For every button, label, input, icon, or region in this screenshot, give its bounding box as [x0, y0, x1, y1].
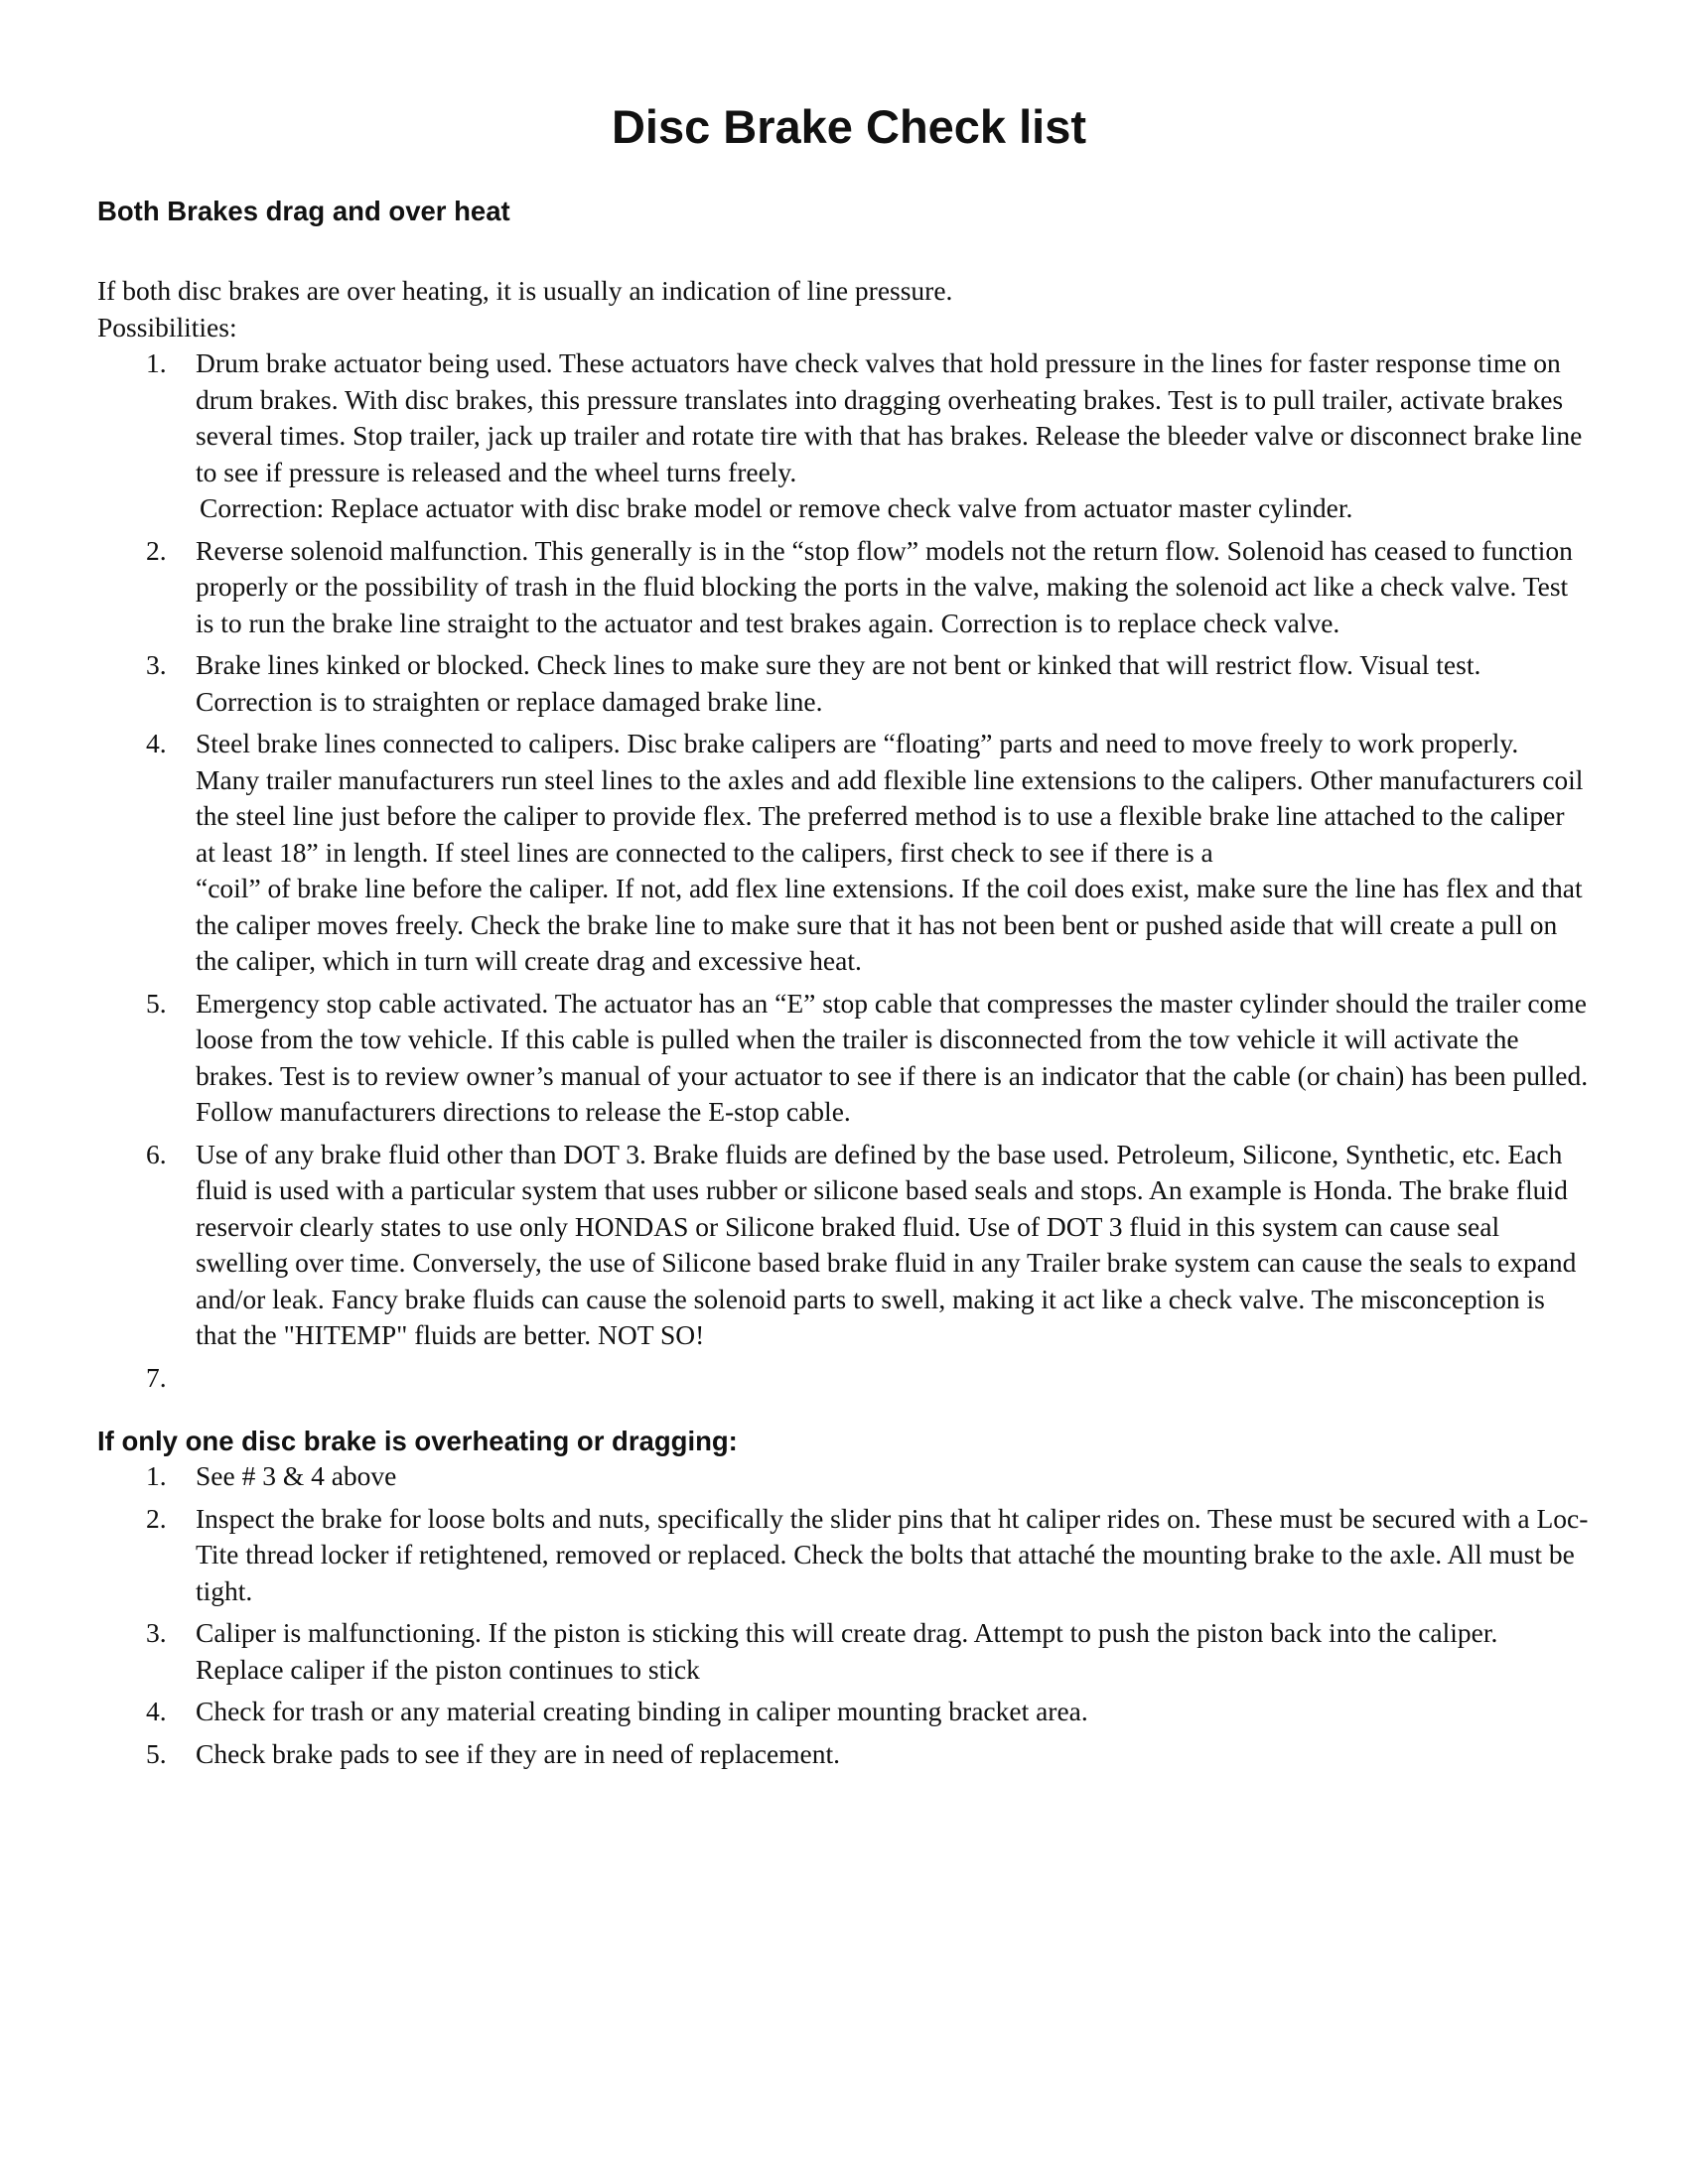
- list-item-number: 2.: [146, 1502, 167, 1534]
- list-item: [97, 345, 1589, 527]
- list-item-number: 5.: [146, 1737, 167, 1769]
- list-item-number: 1.: [146, 347, 167, 378]
- correction-text: Correction: Replace actuator with disc brake model or remove check valve from actuator master cylinder.: [200, 492, 1353, 523]
- list-item-continuation: “coil” of brake line before the caliper. If not, add flex line extensions. If the coil does exist, make sure the line has flex and that the caliper moves freely. Check the brake line to make sure that it has not been bent or pushed aside that will create a pull on the caliper, which in turn will create drag and excessive heat.: [196, 873, 1583, 976]
- list-item: [97, 986, 1589, 1131]
- section-heading-one-brake: If only one disc brake is overheating or dragging:: [97, 1426, 738, 1456]
- list-item: [97, 1615, 1589, 1688]
- possibilities-label: Possibilities:: [97, 311, 237, 342]
- section-heading-both-brakes: Both Brakes drag and over heat: [97, 196, 510, 226]
- list-item-number: 7.: [146, 1361, 167, 1393]
- list-item-number: 6.: [146, 1138, 167, 1169]
- list-item: [97, 1694, 1589, 1730]
- list-item-text: Drum brake actuator being used. These actuators have check valves that hold pressure in the lines for faster response time on drum brakes. With disc brakes, this pressure translates into dragging overheating brakes. Test is to pull trailer, activate brakes several times. Stop trailer, jack up trailer and rotate tire with that has brakes. Release the bleeder valve or disconnect brake line to see if pressure is released and the wheel turns freely.: [196, 347, 1583, 487]
- both-brakes-list: [97, 345, 1589, 1396]
- document-title: Disc Brake Check list: [611, 100, 1087, 153]
- list-item: [97, 1736, 1589, 1773]
- list-item: [97, 1137, 1589, 1354]
- list-item-text: Inspect the brake for loose bolts and nuts, specifically the slider pins that ht caliper rides on. These must be secured with a Loc-Tite thread locker if retightened, removed or replaced. Check the bolts that attaché the mounting brake to the axle. All must be tight.: [196, 1502, 1589, 1606]
- one-brake-list: [97, 1458, 1589, 1772]
- list-item-number: 3.: [146, 649, 167, 680]
- list-item-number: 2.: [146, 534, 167, 566]
- list-item-number: 5.: [146, 987, 167, 1019]
- list-item-text: Emergency stop cable activated. The actuator has an “E” stop cable that compresses the master cylinder should the trailer come loose from the tow vehicle. If this cable is pulled when the trailer is disconnected from the tow vehicle it will activate the brakes. Test is to review owner’s manual of your actuator to see if there is an indicator that the cable (or chain) has been pulled. Follow manufacturers directions to release the E-stop cable.: [196, 987, 1589, 1127]
- list-item-text: Check brake pads to see if they are in need of replacement.: [196, 1737, 841, 1769]
- list-item-number: 4.: [146, 728, 167, 758]
- list-item-text: Brake lines kinked or blocked. Check lines to make sure they are not bent or kinked that will restrict flow. Visual test. Correction is to straighten or replace damaged brake line.: [196, 649, 1481, 717]
- list-item-text: Use of any brake fluid other than DOT 3. Brake fluids are defined by the base used. Petroleum, Silicone, Synthetic, etc. Each fluid is used with a particular system that uses rubber or silicone based seals and stops. An example is Honda. The brake fluid reservoir clearly states to use only HONDAS or Silicone braked fluid. Use of DOT 3 fluid in this system can cause seal swelling over time. Conversely, the use of Silicone based brake fluid in any Trailer brake system can cause the seals to expand and/or leak. Fancy brake fluids can cause the solenoid parts to swell, making it act like a check valve. The misconception is that the "HITEMP" fluids are better. NOT SO!: [196, 1138, 1577, 1350]
- list-item: [97, 726, 1589, 980]
- list-item: [97, 647, 1589, 720]
- intro-paragraph: If both disc brakes are over heating, it is usually an indication of line pressure.: [97, 275, 953, 306]
- list-item: [97, 533, 1589, 642]
- list-item-number: 1.: [146, 1460, 167, 1491]
- list-item: [97, 1501, 1589, 1610]
- list-item-number: 3.: [146, 1617, 167, 1648]
- list-item-number: 4.: [146, 1696, 167, 1726]
- list-item: [97, 1360, 1589, 1397]
- list-item-text: Check for trash or any material creating binding in caliper mounting bracket area.: [196, 1696, 1088, 1726]
- list-item-text: Steel brake lines connected to calipers. Disc brake calipers are “floating” parts and need to move freely to work properly. Many trailer manufacturers run steel lines to the axles and add flexible line extensions to the calipers. Other manufacturers coil the steel line just before the caliper to provide flex. The preferred method is to use a flexible brake line attached to the caliper at least 18” in length. If steel lines are connected to the calipers, first check to see if there is a: [196, 728, 1584, 868]
- list-item-text: Caliper is malfunctioning. If the piston is sticking this will create drag. Attempt to push the piston back into the caliper. Replace caliper if the piston continues to stick: [196, 1617, 1498, 1685]
- list-item-text: Reverse solenoid malfunction. This generally is in the “stop flow” models not the return flow. Solenoid has ceased to function properly or the possibility of trash in the fluid blocking the ports in the valve, making the solenoid act like a check valve. Test is to run the brake line straight to the actuator and test brakes again. Correction is to replace check valve.: [196, 534, 1573, 638]
- list-item-text: See # 3 & 4 above: [196, 1460, 397, 1491]
- list-item: [97, 1458, 1589, 1495]
